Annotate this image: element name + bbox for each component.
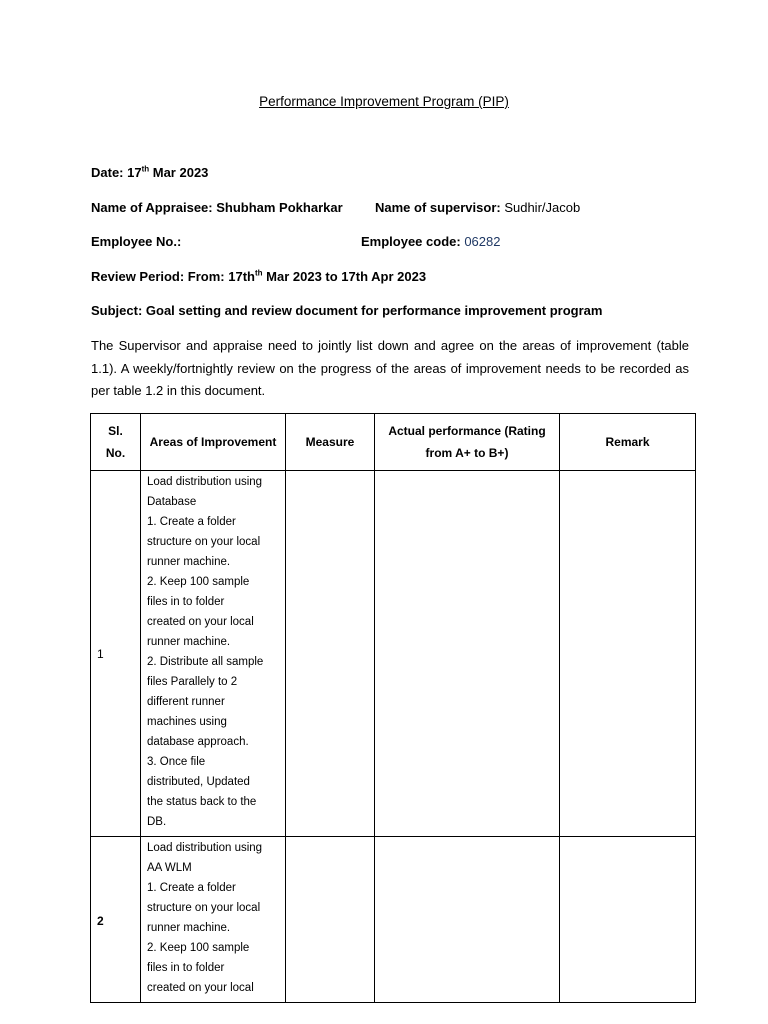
row-actual bbox=[375, 471, 560, 837]
document-title: Performance Improvement Program (PIP) bbox=[259, 94, 509, 109]
area-line: 2. Keep 100 sample bbox=[147, 942, 250, 954]
date-sup: th bbox=[141, 164, 150, 174]
review-period-sup: th bbox=[254, 268, 263, 278]
area-line: 2. Distribute all sample bbox=[147, 656, 264, 668]
area-line: 3. Once file bbox=[147, 756, 206, 768]
area-line: Load distribution using bbox=[147, 476, 263, 488]
area-line: 2. Keep 100 sample bbox=[147, 576, 250, 588]
row-remark bbox=[560, 471, 696, 837]
area-line: different runner bbox=[147, 696, 225, 708]
header-measure: Measure bbox=[286, 414, 375, 471]
area-line: runner machine. bbox=[147, 636, 231, 648]
table-header-row bbox=[91, 414, 696, 471]
area-line: Database bbox=[147, 496, 197, 508]
row-measure bbox=[286, 471, 375, 837]
supervisor-line bbox=[375, 200, 580, 215]
employee-code-value: 06282 bbox=[460, 234, 501, 249]
appraisee-line: Name of Appraisee: Shubham Pokharkar bbox=[91, 200, 343, 215]
row-actual bbox=[375, 837, 560, 1003]
table-row bbox=[91, 471, 696, 837]
header-sl-no: Sl. No. bbox=[91, 414, 141, 471]
area-line: files in to folder bbox=[147, 962, 225, 974]
area-line: 1. Create a folder bbox=[147, 882, 236, 894]
area-line: DB. bbox=[147, 816, 167, 828]
header-remark: Remark bbox=[560, 414, 696, 471]
row-areas bbox=[141, 837, 286, 1003]
area-line: machines using bbox=[147, 716, 227, 728]
subject-line: Subject: Goal setting and review document for performance improvement program bbox=[91, 303, 603, 318]
area-line: AA WLM bbox=[147, 862, 192, 874]
improvement-table bbox=[90, 413, 696, 1003]
row-number: 2 bbox=[91, 837, 141, 1003]
review-period-rest: Mar 2023 to 17th Apr 2023 bbox=[262, 269, 427, 284]
row-measure bbox=[286, 837, 375, 1003]
employee-no-line: Employee No.: bbox=[91, 234, 182, 249]
area-line: 1. Create a folder bbox=[147, 516, 236, 528]
review-period-label: Review Period: From: 17th bbox=[91, 269, 255, 284]
area-line: created on your local bbox=[147, 616, 254, 628]
date-line bbox=[91, 165, 208, 180]
area-line: runner machine. bbox=[147, 556, 231, 568]
employee-code-label: Employee code: bbox=[361, 234, 461, 249]
row-areas bbox=[141, 471, 286, 837]
area-line: structure on your local bbox=[147, 536, 261, 548]
date-label: Date: 17 bbox=[91, 165, 142, 180]
area-line: the status back to the bbox=[147, 796, 257, 808]
header-actual: Actual performance (Rating from A+ to B+) bbox=[375, 414, 560, 471]
date-rest: Mar 2023 bbox=[149, 165, 209, 180]
row-number: 1 bbox=[91, 471, 141, 837]
area-line: structure on your local bbox=[147, 902, 261, 914]
table-row bbox=[91, 837, 696, 1003]
area-line: database approach. bbox=[147, 736, 249, 748]
review-period-line bbox=[91, 269, 426, 284]
employee-code-line bbox=[361, 234, 500, 249]
supervisor-value: Sudhir/Jacob bbox=[500, 200, 581, 215]
supervisor-label: Name of supervisor: bbox=[375, 200, 501, 215]
area-line: created on your local bbox=[147, 982, 254, 994]
intro-paragraph: The Supervisor and appraise need to jointly list down and agree on the areas of improvement (table 1.1). A weekly/fortnightly review on the progress of the areas of improvement needs to be recorded as per table 1.2 in this document. bbox=[91, 338, 689, 398]
area-line: distributed, Updated bbox=[147, 776, 250, 788]
area-line: files in to folder bbox=[147, 596, 225, 608]
header-areas: Areas of Improvement bbox=[141, 414, 286, 471]
area-line: files Parallely to 2 bbox=[147, 676, 238, 688]
area-line: Load distribution using bbox=[147, 842, 263, 854]
area-line: runner machine. bbox=[147, 922, 231, 934]
row-remark bbox=[560, 837, 696, 1003]
